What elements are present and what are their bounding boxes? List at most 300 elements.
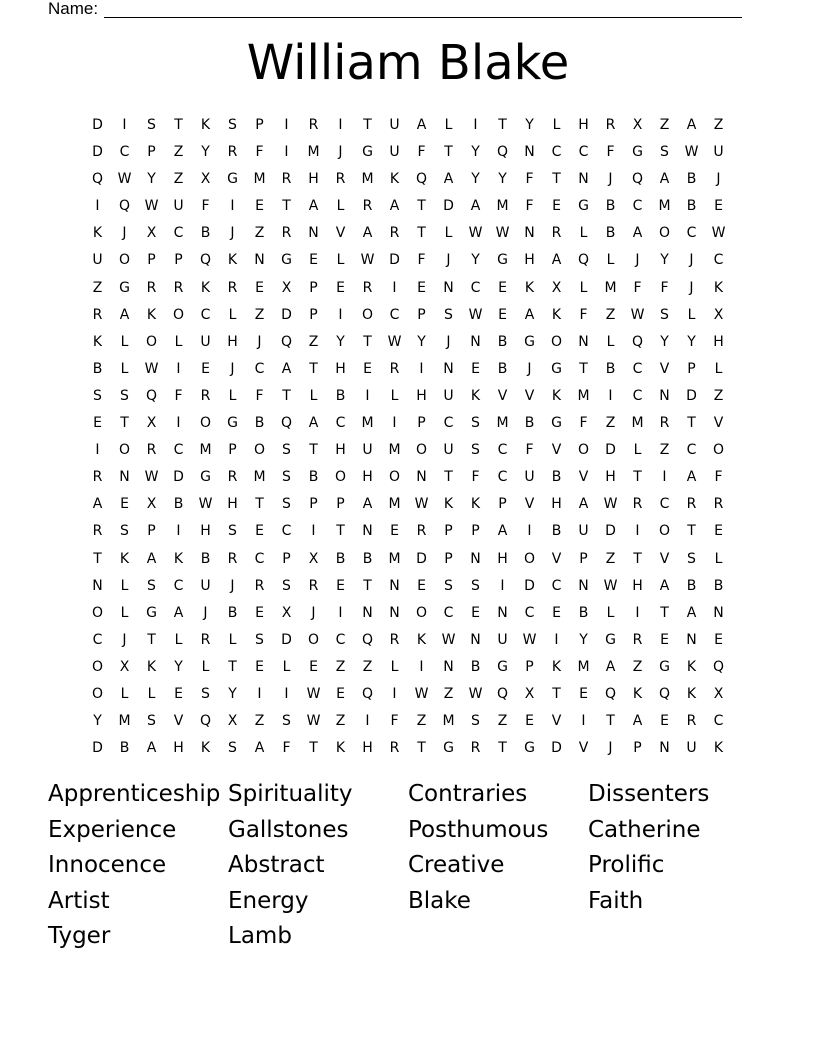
grid-letter: R (227, 469, 238, 486)
grid-letter: R (551, 225, 562, 242)
word-list-item: Spirituality (228, 781, 353, 807)
grid-letter: J (608, 171, 613, 188)
word-list-item: Artist (48, 887, 110, 914)
grid-letter: A (281, 360, 292, 377)
grid-letter: W (711, 225, 726, 242)
grid-letter: A (632, 225, 643, 242)
grid-letter: C (686, 442, 697, 459)
grid-letter: C (713, 252, 724, 269)
grid-letter: B (605, 360, 616, 377)
grid-letter: W (441, 631, 456, 648)
grid-letter: C (443, 604, 454, 621)
grid-letter: T (93, 550, 102, 567)
grid-letter: T (309, 360, 318, 377)
grid-letter: N (362, 523, 373, 540)
grid-letter: O (361, 306, 374, 323)
grid-letter: B (686, 171, 697, 188)
grid-letter: R (686, 496, 697, 513)
grid-letter: R (200, 387, 211, 404)
grid-letter: W (495, 225, 510, 242)
grid-letter: N (578, 333, 589, 350)
grid-letter: Q (658, 685, 671, 702)
grid-letter: D (524, 577, 535, 594)
grid-letter: S (120, 523, 129, 540)
grid-letter: B (605, 198, 616, 215)
grid-letter: R (659, 415, 670, 432)
grid-letter: N (389, 604, 400, 621)
grid-letter: A (254, 740, 265, 757)
word-list (48, 777, 768, 955)
grid-letter: A (524, 306, 535, 323)
grid-letter: Q (91, 171, 104, 188)
grid-letter: K (119, 550, 130, 567)
grid-letter: I (338, 604, 343, 621)
grid-letter: O (334, 469, 347, 486)
grid-letter: O (199, 415, 212, 432)
grid-letter: P (147, 523, 156, 540)
grid-letter: X (146, 496, 157, 513)
grid-letter: C (335, 415, 346, 432)
grid-letter: U (578, 523, 589, 540)
grid-letter: P (282, 550, 291, 567)
grid-letter: V (524, 387, 535, 404)
grid-letter: K (389, 171, 400, 188)
grid-letter: X (146, 415, 157, 432)
grid-letter: R (632, 496, 643, 513)
grid-letter: N (254, 252, 265, 269)
grid-letter: K (146, 658, 157, 675)
word-search-grid (84, 112, 732, 762)
grid-letter: C (551, 144, 562, 161)
grid-letter: Z (605, 415, 616, 432)
grid-letter: J (635, 252, 640, 269)
grid-letter: I (581, 713, 586, 730)
grid-letter: Z (659, 117, 670, 133)
grid-letter: A (659, 171, 670, 188)
grid-letter: J (338, 144, 343, 161)
grid-letter: U (200, 577, 211, 594)
grid-letter: F (201, 198, 210, 215)
grid-letter: U (443, 387, 454, 404)
word-list-item: Apprenticeship (48, 781, 221, 807)
grid-letter: D (416, 550, 427, 567)
grid-letter: P (417, 306, 426, 323)
grid-letter: S (147, 117, 156, 133)
grid-letter: W (468, 225, 483, 242)
grid-letter: B (686, 198, 697, 215)
grid-letter: L (282, 658, 291, 675)
grid-letter: T (687, 415, 696, 432)
grid-letter: M (577, 387, 590, 404)
grid-letter: I (95, 442, 100, 459)
grid-letter: J (203, 604, 208, 621)
grid-letter: T (228, 658, 237, 675)
grid-letter: Z (632, 658, 643, 675)
grid-letter: A (362, 496, 373, 513)
grid-letter: C (686, 225, 697, 242)
grid-letter: Q (361, 685, 374, 702)
grid-letter: T (282, 198, 291, 215)
grid-letter: C (497, 469, 508, 486)
grid-letter: C (281, 523, 292, 540)
grid-letter: O (577, 442, 590, 459)
grid-letter: E (255, 604, 264, 621)
grid-letter: R (713, 496, 724, 513)
grid-letter: K (632, 685, 643, 702)
grid-letter: N (578, 577, 589, 594)
grid-letter: E (336, 577, 345, 594)
grid-letter: A (686, 469, 697, 486)
word-list-item: Contraries (408, 781, 528, 807)
grid-letter: X (632, 117, 643, 133)
grid-letter: B (713, 577, 724, 594)
grid-letter: G (659, 658, 670, 675)
grid-letter: Z (92, 279, 103, 296)
grid-letter: Z (254, 713, 265, 730)
grid-letter: Y (471, 144, 480, 161)
grid-letter: W (117, 171, 132, 188)
grid-letter: Y (336, 333, 345, 350)
grid-letter: U (389, 117, 400, 133)
grid-letter: W (522, 631, 537, 648)
grid-letter: N (416, 469, 427, 486)
grid-letter: S (471, 415, 480, 432)
grid-letter: S (687, 550, 696, 567)
grid-letter: T (552, 685, 561, 702)
grid-letter: Y (579, 631, 588, 648)
grid-letter: K (335, 740, 346, 757)
grid-letter: N (443, 360, 454, 377)
grid-letter: C (389, 306, 400, 323)
grid-letter: Q (631, 333, 644, 350)
grid-letter: G (497, 252, 508, 269)
grid-letter: N (470, 631, 481, 648)
grid-letter: T (660, 604, 669, 621)
grid-letter: B (92, 360, 103, 377)
grid-letter: E (309, 252, 318, 269)
grid-letter: E (525, 713, 534, 730)
grid-letter: B (605, 225, 616, 242)
grid-letter: C (578, 144, 589, 161)
grid-letter: C (497, 442, 508, 459)
grid-letter: L (714, 360, 723, 377)
grid-letter: Z (713, 387, 724, 404)
grid-letter: M (253, 469, 266, 486)
grid-letter: H (551, 496, 562, 513)
grid-letter: W (468, 685, 483, 702)
grid-letter: T (282, 387, 291, 404)
grid-letter: G (524, 333, 535, 350)
word-list-item: Posthumous (408, 816, 549, 843)
grid-letter: I (662, 469, 667, 486)
grid-letter: F (174, 387, 183, 404)
grid-letter: L (444, 117, 453, 133)
grid-letter: W (603, 496, 618, 513)
grid-letter: U (389, 144, 400, 161)
grid-letter: R (605, 117, 616, 133)
grid-letter: H (524, 252, 535, 269)
grid-letter: O (118, 252, 131, 269)
grid-letter: J (257, 333, 262, 350)
grid-letter: C (659, 496, 670, 513)
grid-letter: Q (604, 685, 617, 702)
grid-letter: R (227, 279, 238, 296)
grid-letter: E (417, 577, 426, 594)
grid-letter: U (362, 442, 373, 459)
grid-letter: F (525, 442, 534, 459)
grid-letter: U (524, 469, 535, 486)
grid-letter: K (524, 279, 535, 296)
grid-letter: C (443, 415, 454, 432)
grid-letter: B (200, 225, 211, 242)
grid-letter: E (714, 198, 723, 215)
grid-letter: T (444, 144, 453, 161)
grid-letter: D (281, 631, 292, 648)
grid-letter: R (92, 469, 103, 486)
grid-letter: T (363, 333, 372, 350)
grid-letter: Z (308, 333, 319, 350)
grid-letter: I (419, 658, 424, 675)
grid-letter: B (308, 469, 319, 486)
grid-letter: M (577, 658, 590, 675)
grid-letter: Q (415, 171, 428, 188)
grid-letter: R (200, 631, 211, 648)
grid-letter: C (470, 279, 481, 296)
grid-letter: J (689, 279, 694, 296)
grid-letter: O (388, 469, 401, 486)
grid-letter: T (498, 740, 507, 757)
grid-letter: Z (335, 658, 346, 675)
grid-letter: G (524, 740, 535, 757)
grid-letter: S (282, 442, 291, 459)
grid-letter: E (714, 523, 723, 540)
grid-letter: B (497, 360, 508, 377)
grid-letter: H (173, 740, 184, 757)
grid-letter: B (686, 577, 697, 594)
grid-letter: E (336, 279, 345, 296)
word-list-item: Lamb (228, 923, 292, 950)
grid-letter: F (255, 144, 264, 161)
grid-letter: F (417, 144, 426, 161)
grid-letter: Y (228, 685, 237, 702)
grid-letter: R (254, 577, 265, 594)
grid-letter: Q (496, 685, 509, 702)
grid-letter: M (118, 713, 131, 730)
grid-letter: E (309, 658, 318, 675)
grid-letter: F (255, 387, 264, 404)
word-list-item: Prolific (588, 852, 665, 879)
grid-letter: R (92, 523, 103, 540)
grid-letter: Z (605, 550, 616, 567)
grid-letter: Q (280, 333, 293, 350)
grid-letter: O (712, 442, 725, 459)
grid-letter: S (228, 740, 237, 757)
grid-letter: G (146, 604, 157, 621)
grid-letter: Q (577, 252, 590, 269)
grid-letter: Y (687, 333, 696, 350)
grid-letter: L (228, 631, 237, 648)
page-title: William Blake (246, 35, 570, 91)
word-list-item: Innocence (48, 852, 167, 879)
grid-letter: L (120, 577, 129, 594)
word-list-item: Tyger (48, 923, 111, 950)
grid-letter: S (282, 469, 291, 486)
grid-letter: O (550, 333, 563, 350)
grid-letter: E (471, 360, 480, 377)
grid-letter: N (497, 604, 508, 621)
grid-letter: G (281, 252, 292, 269)
grid-letter: H (578, 117, 589, 133)
grid-letter: Y (174, 658, 183, 675)
grid-letter: E (255, 523, 264, 540)
grid-letter: U (686, 740, 697, 757)
grid-letter: R (632, 631, 643, 648)
grid-letter: U (497, 631, 508, 648)
grid-letter: V (713, 415, 724, 432)
grid-letter: A (551, 252, 562, 269)
grid-letter: O (145, 333, 158, 350)
grid-letter: N (524, 144, 535, 161)
grid-letter: O (91, 658, 104, 675)
grid-letter: T (687, 523, 696, 540)
grid-letter: Q (496, 144, 509, 161)
grid-letter: G (119, 279, 130, 296)
grid-letter: J (527, 360, 532, 377)
grid-letter: C (254, 550, 265, 567)
grid-letter: L (579, 279, 588, 296)
grid-letter: L (714, 550, 723, 567)
grid-letter: M (604, 279, 617, 296)
grid-letter: I (500, 577, 505, 594)
grid-letter: R (389, 360, 400, 377)
grid-letter: C (254, 360, 265, 377)
grid-letter: P (228, 442, 237, 459)
grid-letter: B (119, 740, 130, 757)
grid-letter: E (417, 279, 426, 296)
grid-letter: F (525, 198, 534, 215)
grid-letter: I (176, 415, 181, 432)
grid-letter: C (173, 225, 184, 242)
grid-letter: S (228, 523, 237, 540)
grid-letter: C (524, 604, 535, 621)
grid-letter: R (146, 279, 157, 296)
grid-letter: N (443, 658, 454, 675)
grid-letter: T (255, 496, 264, 513)
grid-letter: I (311, 523, 316, 540)
grid-letter: M (388, 550, 401, 567)
word-list-item: Abstract (228, 852, 325, 879)
grid-letter: Y (417, 333, 426, 350)
grid-letter: I (95, 198, 100, 215)
grid-letter: N (119, 469, 130, 486)
grid-letter: L (201, 658, 210, 675)
grid-letter: A (470, 198, 481, 215)
grid-letter: S (444, 577, 453, 594)
grid-letter: L (120, 360, 129, 377)
grid-letter: A (605, 658, 616, 675)
grid-letter: Q (145, 387, 158, 404)
grid-letter: N (659, 740, 670, 757)
grid-letter: U (92, 252, 103, 269)
grid-letter: P (147, 144, 156, 161)
grid-letter: E (255, 658, 264, 675)
grid-letter: P (309, 496, 318, 513)
grid-letter: S (93, 387, 102, 404)
grid-letter: G (605, 631, 616, 648)
grid-letter: D (686, 387, 697, 404)
grid-letter: T (417, 225, 426, 242)
grid-letter: A (308, 415, 319, 432)
grid-letter: C (92, 631, 103, 648)
grid-letter: S (282, 496, 291, 513)
grid-letter: R (416, 523, 427, 540)
grid-letter: T (498, 117, 507, 133)
grid-letter: L (390, 387, 399, 404)
grid-letter: F (417, 252, 426, 269)
grid-letter: I (365, 387, 370, 404)
grid-letter: A (173, 604, 184, 621)
grid-letter: X (281, 279, 292, 296)
grid-letter: Y (525, 117, 534, 133)
grid-letter: Z (173, 171, 184, 188)
grid-letter: Q (712, 658, 725, 675)
grid-letter: O (658, 523, 671, 540)
grid-letter: M (361, 415, 374, 432)
grid-letter: G (632, 144, 643, 161)
grid-letter: O (118, 442, 131, 459)
grid-letter: B (173, 496, 184, 513)
grid-letter: A (146, 550, 157, 567)
grid-letter: A (497, 523, 508, 540)
grid-letter: D (92, 117, 103, 133)
grid-letter: E (93, 415, 102, 432)
grid-letter: E (471, 604, 480, 621)
grid-letter: S (228, 117, 237, 133)
grid-letter: Y (660, 333, 669, 350)
grid-letter: H (362, 469, 373, 486)
grid-letter: M (199, 442, 212, 459)
grid-letter: B (470, 658, 481, 675)
grid-letter: Z (173, 144, 184, 161)
grid-letter: E (660, 631, 669, 648)
grid-letter: I (284, 144, 289, 161)
grid-letter: W (306, 713, 321, 730)
grid-letter: I (257, 685, 262, 702)
grid-letter: P (147, 252, 156, 269)
grid-letter: A (686, 604, 697, 621)
grid-letter: X (281, 604, 292, 621)
grid-letter: Z (497, 713, 508, 730)
grid-letter: Z (335, 713, 346, 730)
grid-letter: G (227, 171, 238, 188)
grid-letter: E (498, 306, 507, 323)
grid-letter: K (470, 496, 481, 513)
name-label: Name: (48, 0, 99, 18)
grid-letter: Q (118, 198, 131, 215)
grid-letter: K (443, 496, 454, 513)
grid-letter: W (468, 306, 483, 323)
grid-letter: F (633, 279, 642, 296)
grid-letter: J (689, 252, 694, 269)
word-list-item: Catherine (588, 816, 701, 843)
grid-letter: J (608, 740, 613, 757)
grid-letter: B (200, 550, 211, 567)
grid-letter: Z (605, 306, 616, 323)
grid-letter: X (713, 306, 724, 323)
grid-letter: V (524, 496, 535, 513)
grid-letter: G (497, 658, 508, 675)
grid-letter: B (551, 469, 562, 486)
